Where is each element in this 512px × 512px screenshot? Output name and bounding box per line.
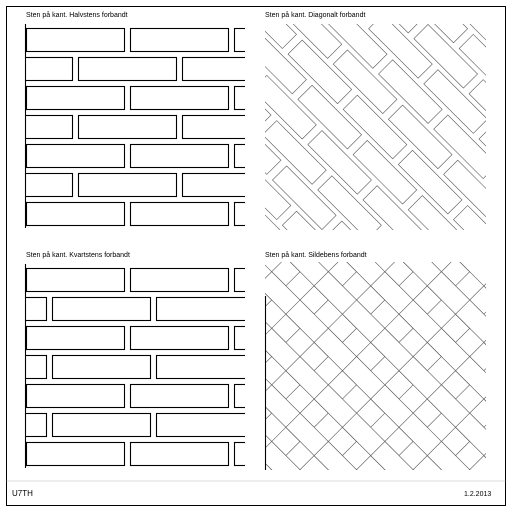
brick — [0, 130, 3, 187]
brick — [131, 269, 229, 292]
brick — [0, 272, 3, 329]
brick — [79, 58, 177, 81]
brick — [27, 29, 125, 52]
brick — [489, 170, 512, 234]
brick — [131, 29, 229, 52]
brick — [0, 215, 3, 272]
brick — [0, 385, 21, 408]
brick — [484, 102, 512, 159]
brick — [456, 498, 512, 512]
brick — [31, 498, 88, 512]
brick — [484, 74, 512, 131]
brick — [201, 498, 258, 512]
brick — [0, 243, 3, 300]
brick — [52, 0, 116, 9]
brick — [131, 145, 229, 168]
brick — [0, 357, 3, 414]
brick — [453, 205, 512, 269]
brick — [144, 498, 201, 512]
brick — [286, 498, 343, 512]
brick — [27, 385, 125, 408]
brick — [0, 102, 3, 159]
brick — [27, 203, 125, 226]
brick — [493, 387, 512, 451]
brick — [0, 443, 21, 466]
panel-title-sildebens: Sten på kant. Sildebens forbandt — [265, 252, 367, 259]
brick — [0, 174, 73, 197]
brick — [0, 203, 21, 226]
brick — [88, 498, 145, 512]
brick — [27, 443, 125, 466]
brick — [484, 498, 512, 512]
brick — [399, 498, 456, 512]
drawing-date: 1.2.2013 — [464, 491, 492, 498]
brick — [484, 243, 512, 300]
brick — [427, 498, 484, 512]
brick — [173, 498, 230, 512]
brick — [27, 87, 125, 110]
brick — [314, 498, 371, 512]
brick — [0, 327, 21, 350]
brick — [229, 498, 286, 512]
panel-title-diagonalt: Sten på kant. Diagonalt forbandt — [265, 12, 366, 19]
brick — [0, 187, 3, 244]
brick — [79, 116, 177, 139]
brick — [484, 328, 512, 385]
brick — [0, 470, 3, 512]
brick — [509, 261, 512, 325]
brick — [258, 498, 315, 512]
drawing-code: U7TH — [12, 489, 33, 498]
brick — [484, 215, 512, 272]
brick — [116, 498, 173, 512]
brick — [131, 385, 229, 408]
brick — [485, 0, 512, 17]
brick — [53, 414, 151, 437]
panel-title-halvstens: Sten på kant. Halvstens forbandt — [26, 12, 128, 19]
brick — [27, 327, 125, 350]
brick — [131, 203, 229, 226]
brick — [142, 0, 206, 29]
brick — [342, 498, 399, 512]
brick — [0, 413, 3, 470]
brick — [0, 300, 3, 357]
brick — [0, 145, 21, 168]
brick — [0, 498, 31, 512]
brick — [0, 269, 21, 292]
brick — [484, 357, 512, 414]
brick — [0, 159, 3, 216]
brick — [0, 29, 21, 52]
brick — [0, 45, 3, 102]
brick — [60, 498, 117, 512]
brick — [484, 45, 512, 102]
brick — [484, 272, 512, 329]
brick — [495, 0, 512, 63]
panel-title-kvartstens: Sten på kant. Kvartstens forbandt — [26, 252, 130, 259]
brick — [0, 58, 73, 81]
brick — [484, 187, 512, 244]
brick — [484, 130, 512, 187]
brick — [0, 441, 3, 498]
brick — [484, 441, 512, 498]
brick — [484, 159, 512, 216]
brick — [223, 0, 287, 3]
brick — [0, 17, 3, 74]
brick — [0, 0, 3, 45]
brick — [27, 269, 125, 292]
brick — [0, 87, 21, 110]
brick — [483, 341, 512, 405]
brick — [484, 17, 512, 74]
brick — [131, 443, 229, 466]
brick — [484, 385, 512, 442]
brick — [157, 414, 255, 437]
brick — [0, 328, 3, 385]
brick — [0, 74, 3, 131]
brick — [3, 498, 60, 512]
brick — [53, 356, 151, 379]
brick — [79, 174, 177, 197]
brick — [503, 432, 512, 496]
brick — [484, 300, 512, 357]
brick — [53, 298, 151, 321]
brick — [371, 498, 428, 512]
brick — [484, 413, 512, 470]
brick — [157, 298, 255, 321]
brick — [0, 385, 3, 442]
brick — [27, 145, 125, 168]
brick — [157, 356, 255, 379]
brick — [131, 87, 229, 110]
brick — [131, 327, 229, 350]
brick — [0, 116, 73, 139]
